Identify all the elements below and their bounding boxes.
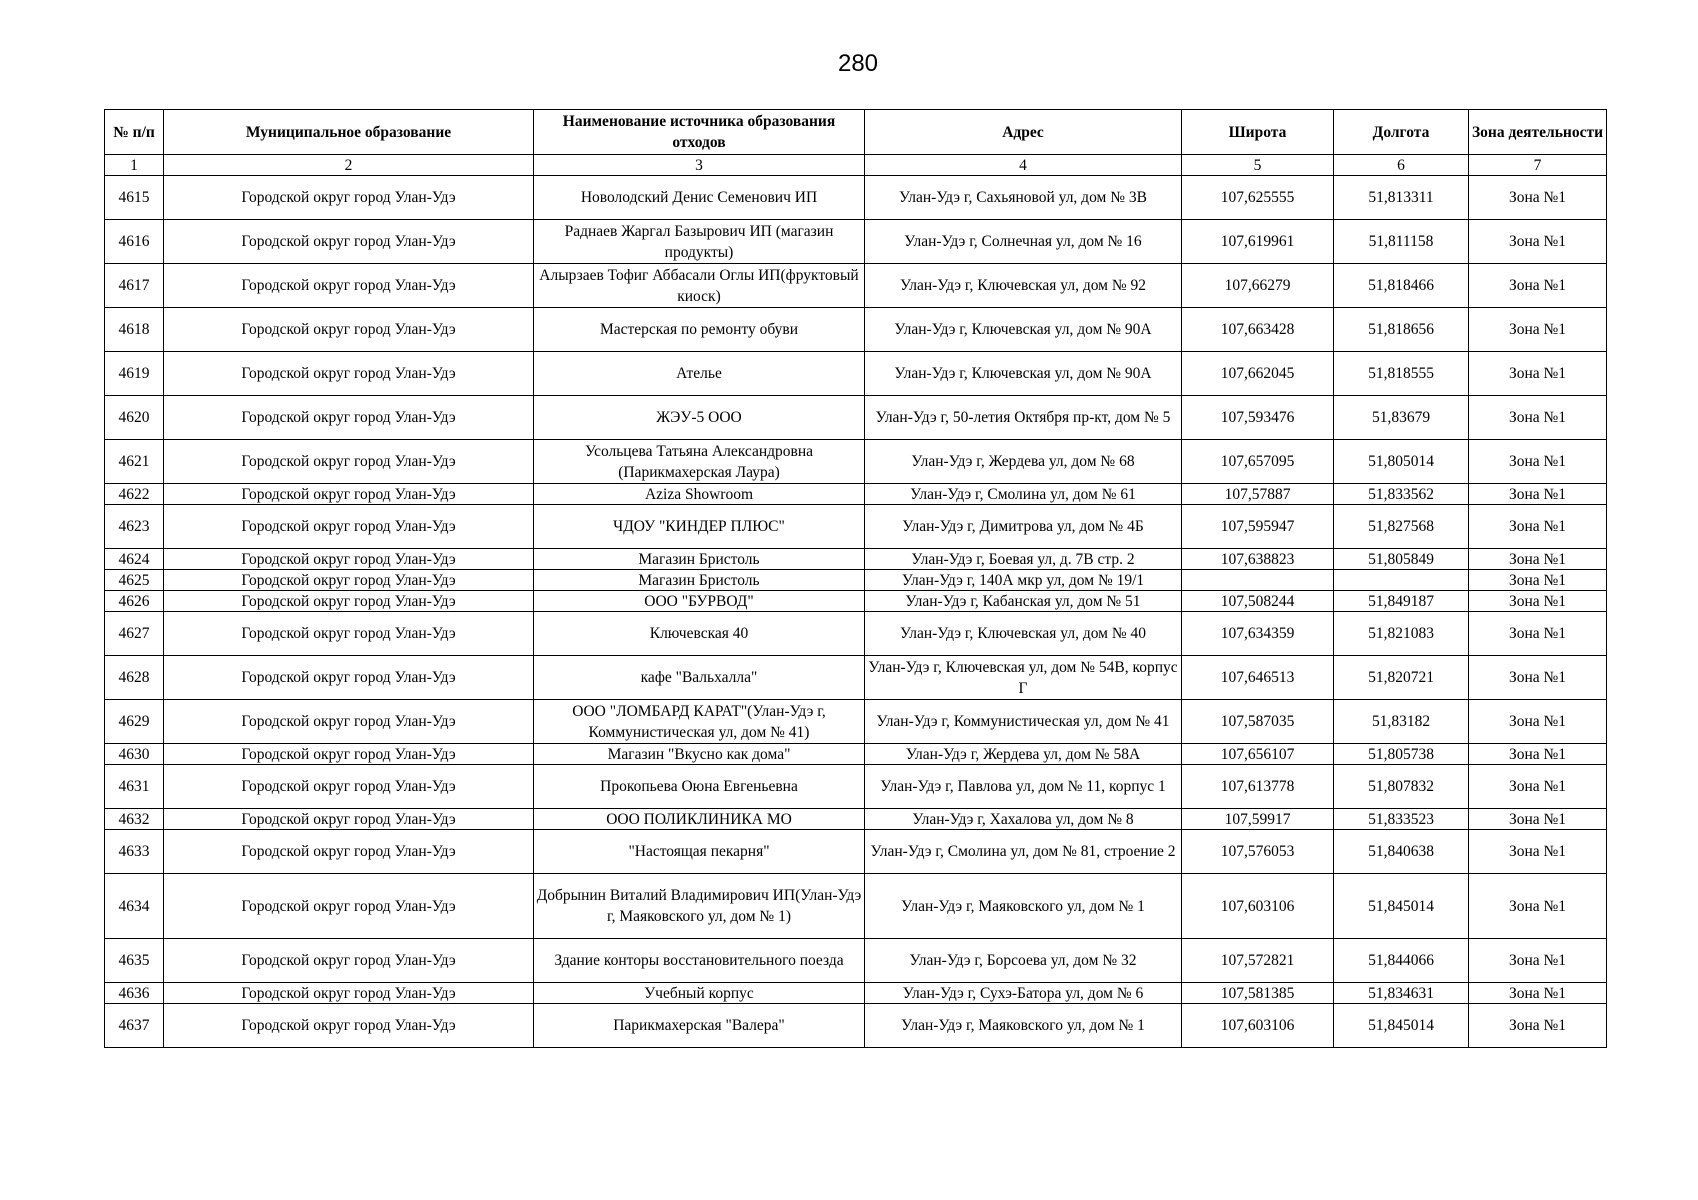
- row-source: Прокопьева Оюна Евгеньевна: [534, 765, 865, 809]
- row-municipality: Городской округ город Улан-Удэ: [164, 809, 534, 830]
- row-lat: 107,57887: [1182, 484, 1334, 505]
- table-row: [105, 440, 1607, 484]
- row-address: Улан-Удэ г, Жердева ул, дом № 68: [865, 440, 1182, 484]
- row-municipality: Городской округ город Улан-Удэ: [164, 396, 534, 440]
- table-row: [105, 939, 1607, 983]
- row-lat: 107,66279: [1182, 264, 1334, 308]
- row-address: Улан-Удэ г, Ключевская ул, дом № 54В, корпус Г: [865, 656, 1182, 700]
- table-row: [105, 396, 1607, 440]
- row-lon: 51,849187: [1334, 591, 1469, 612]
- row-lon: 51,833562: [1334, 484, 1469, 505]
- column-number-row: [105, 155, 1607, 176]
- row-address: Улан-Удэ г, Маяковского ул, дом № 1: [865, 1004, 1182, 1048]
- row-municipality: Городской округ город Улан-Удэ: [164, 939, 534, 983]
- row-municipality: Городской округ город Улан-Удэ: [164, 765, 534, 809]
- row-address: Улан-Удэ г, Димитрова ул, дом № 4Б: [865, 505, 1182, 549]
- row-lat: 107,662045: [1182, 352, 1334, 396]
- row-address: Улан-Удэ г, Жердева ул, дом № 58А: [865, 744, 1182, 765]
- row-zone: Зона №1: [1469, 939, 1607, 983]
- row-source: Магазин Бристоль: [534, 549, 865, 570]
- row-municipality: Городской округ город Улан-Удэ: [164, 591, 534, 612]
- row-address: Улан-Удэ г, 50-летия Октября пр-кт, дом № 5: [865, 396, 1182, 440]
- row-municipality: Городской округ город Улан-Удэ: [164, 220, 534, 264]
- row-address: Улан-Удэ г, Ключевская ул, дом № 90А: [865, 352, 1182, 396]
- table-row: [105, 983, 1607, 1004]
- table-row: [105, 874, 1607, 939]
- row-lat: 107,576053: [1182, 830, 1334, 874]
- row-address: Улан-Удэ г, Ключевская ул, дом № 92: [865, 264, 1182, 308]
- row-source: Раднаев Жаргал Базырович ИП (магазин продукты): [534, 220, 865, 264]
- table-row: [105, 765, 1607, 809]
- row-address: Улан-Удэ г, Маяковского ул, дом № 1: [865, 874, 1182, 939]
- row-num: 4631: [105, 765, 164, 809]
- row-address: Улан-Удэ г, Сухэ-Батора ул, дом № 6: [865, 983, 1182, 1004]
- row-lon: 51,83182: [1334, 700, 1469, 744]
- table-row: [105, 220, 1607, 264]
- header-num: № п/п: [105, 110, 164, 155]
- row-source: Магазин "Вкусно как дома": [534, 744, 865, 765]
- table-row: [105, 484, 1607, 505]
- row-num: 4615: [105, 176, 164, 220]
- row-num: 4633: [105, 830, 164, 874]
- row-lat: 107,634359: [1182, 612, 1334, 656]
- row-zone: Зона №1: [1469, 352, 1607, 396]
- row-num: 4636: [105, 983, 164, 1004]
- row-source: ООО "ЛОМБАРД КАРАТ"(Улан-Удэ г, Коммунистическая ул, дом № 41): [534, 700, 865, 744]
- row-lat: 107,508244: [1182, 591, 1334, 612]
- column-number: 2: [164, 155, 534, 176]
- column-number: 7: [1469, 155, 1607, 176]
- table-row: [105, 744, 1607, 765]
- row-num: 4632: [105, 809, 164, 830]
- row-address: Улан-Удэ г, Ключевская ул, дом № 40: [865, 612, 1182, 656]
- row-source: Парикмахерская "Валера": [534, 1004, 865, 1048]
- row-source: ЧДОУ "КИНДЕР ПЛЮС": [534, 505, 865, 549]
- row-lon: 51,807832: [1334, 765, 1469, 809]
- page-number: 280: [837, 50, 879, 77]
- row-address: Улан-Удэ г, Павлова ул, дом № 11, корпус 1: [865, 765, 1182, 809]
- row-address: Улан-Удэ г, Кабанская ул, дом № 51: [865, 591, 1182, 612]
- row-lat: 107,59917: [1182, 809, 1334, 830]
- row-num: 4616: [105, 220, 164, 264]
- row-address: Улан-Удэ г, 140А мкр ул, дом № 19/1: [865, 570, 1182, 591]
- row-lat: [1182, 570, 1334, 591]
- row-num: 4618: [105, 308, 164, 352]
- row-num: 4629: [105, 700, 164, 744]
- row-num: 4630: [105, 744, 164, 765]
- row-source: ООО ПОЛИКЛИНИКА МО: [534, 809, 865, 830]
- row-municipality: Городской округ город Улан-Удэ: [164, 874, 534, 939]
- row-num: 4624: [105, 549, 164, 570]
- table-row: [105, 591, 1607, 612]
- column-number: 5: [1182, 155, 1334, 176]
- row-lon: 51,813311: [1334, 176, 1469, 220]
- row-municipality: Городской округ город Улан-Удэ: [164, 352, 534, 396]
- header-address: Адрес: [865, 110, 1182, 155]
- row-address: Улан-Удэ г, Смолина ул, дом № 81, строение 2: [865, 830, 1182, 874]
- row-zone: Зона №1: [1469, 220, 1607, 264]
- header-lat: Широта: [1182, 110, 1334, 155]
- row-address: Улан-Удэ г, Смолина ул, дом № 61: [865, 484, 1182, 505]
- column-number: 6: [1334, 155, 1469, 176]
- table-row: [105, 1004, 1607, 1048]
- row-municipality: Городской округ город Улан-Удэ: [164, 612, 534, 656]
- row-source: Новолодский Денис Семенович ИП: [534, 176, 865, 220]
- row-num: 4635: [105, 939, 164, 983]
- row-source: Ателье: [534, 352, 865, 396]
- row-address: Улан-Удэ г, Солнечная ул, дом № 16: [865, 220, 1182, 264]
- row-municipality: Городской округ город Улан-Удэ: [164, 830, 534, 874]
- column-number: 4: [865, 155, 1182, 176]
- row-source: Aziza Showroom: [534, 484, 865, 505]
- row-num: 4619: [105, 352, 164, 396]
- row-zone: Зона №1: [1469, 700, 1607, 744]
- row-lat: 107,595947: [1182, 505, 1334, 549]
- row-lon: 51,821083: [1334, 612, 1469, 656]
- table-row: [105, 176, 1607, 220]
- row-lon: 51,805849: [1334, 549, 1469, 570]
- row-num: 4627: [105, 612, 164, 656]
- row-num: 4626: [105, 591, 164, 612]
- row-lat: 107,613778: [1182, 765, 1334, 809]
- row-num: 4620: [105, 396, 164, 440]
- table-row: [105, 352, 1607, 396]
- row-zone: Зона №1: [1469, 308, 1607, 352]
- row-num: 4623: [105, 505, 164, 549]
- row-lon: 51,811158: [1334, 220, 1469, 264]
- row-lon: 51,833523: [1334, 809, 1469, 830]
- header-row: [105, 110, 1607, 155]
- waste-source-table: [104, 109, 1607, 1048]
- row-zone: Зона №1: [1469, 1004, 1607, 1048]
- column-number: 1: [105, 155, 164, 176]
- row-lat: 107,603106: [1182, 874, 1334, 939]
- header-source: Наименование источника образования отходов: [534, 110, 865, 155]
- row-lat: 107,663428: [1182, 308, 1334, 352]
- row-lon: 51,845014: [1334, 1004, 1469, 1048]
- table-row: [105, 700, 1607, 744]
- row-municipality: Городской округ город Улан-Удэ: [164, 656, 534, 700]
- row-municipality: Городской округ город Улан-Удэ: [164, 308, 534, 352]
- row-num: 4625: [105, 570, 164, 591]
- row-lon: 51,834631: [1334, 983, 1469, 1004]
- row-lat: 107,625555: [1182, 176, 1334, 220]
- table-row: [105, 830, 1607, 874]
- row-num: 4634: [105, 874, 164, 939]
- row-lon: 51,818656: [1334, 308, 1469, 352]
- row-zone: Зона №1: [1469, 505, 1607, 549]
- row-lat: 107,656107: [1182, 744, 1334, 765]
- row-address: Улан-Удэ г, Ключевская ул, дом № 90А: [865, 308, 1182, 352]
- column-number: 3: [534, 155, 865, 176]
- row-zone: Зона №1: [1469, 570, 1607, 591]
- table-row: [105, 264, 1607, 308]
- row-lon: 51,805738: [1334, 744, 1469, 765]
- table-row: [105, 549, 1607, 570]
- row-source: Магазин Бристоль: [534, 570, 865, 591]
- table-row: [105, 505, 1607, 549]
- table-row: [105, 308, 1607, 352]
- row-source: Ключевская 40: [534, 612, 865, 656]
- row-zone: Зона №1: [1469, 983, 1607, 1004]
- row-num: 4628: [105, 656, 164, 700]
- row-zone: Зона №1: [1469, 744, 1607, 765]
- row-zone: Зона №1: [1469, 264, 1607, 308]
- table-row: [105, 570, 1607, 591]
- row-municipality: Городской округ город Улан-Удэ: [164, 264, 534, 308]
- table-row: [105, 809, 1607, 830]
- row-lat: 107,572821: [1182, 939, 1334, 983]
- row-municipality: Городской округ город Улан-Удэ: [164, 440, 534, 484]
- row-lon: 51,845014: [1334, 874, 1469, 939]
- row-address: Улан-Удэ г, Сахьяновой ул, дом № 3В: [865, 176, 1182, 220]
- row-lat: 107,593476: [1182, 396, 1334, 440]
- row-municipality: Городской округ город Улан-Удэ: [164, 505, 534, 549]
- row-num: 4622: [105, 484, 164, 505]
- header-lon: Долгота: [1334, 110, 1469, 155]
- row-zone: Зона №1: [1469, 549, 1607, 570]
- row-lat: 107,646513: [1182, 656, 1334, 700]
- row-municipality: Городской округ город Улан-Удэ: [164, 484, 534, 505]
- row-source: кафе "Вальхалла": [534, 656, 865, 700]
- row-municipality: Городской округ город Улан-Удэ: [164, 700, 534, 744]
- row-zone: Зона №1: [1469, 830, 1607, 874]
- row-lon: 51,844066: [1334, 939, 1469, 983]
- header-zone: Зона деятельности: [1469, 110, 1607, 155]
- row-address: Улан-Удэ г, Хахалова ул, дом № 8: [865, 809, 1182, 830]
- row-source: Мастерская по ремонту обуви: [534, 308, 865, 352]
- table-row: [105, 656, 1607, 700]
- row-address: Улан-Удэ г, Боевая ул, д. 7В стр. 2: [865, 549, 1182, 570]
- row-source: Алырзаев Тофиг Аббасали Оглы ИП(фруктовый киоск): [534, 264, 865, 308]
- row-lat: 107,581385: [1182, 983, 1334, 1004]
- row-lon: 51,827568: [1334, 505, 1469, 549]
- row-address: Улан-Удэ г, Коммунистическая ул, дом № 41: [865, 700, 1182, 744]
- row-zone: Зона №1: [1469, 656, 1607, 700]
- row-lon: 51,818466: [1334, 264, 1469, 308]
- row-lat: 107,603106: [1182, 1004, 1334, 1048]
- row-source: Учебный корпус: [534, 983, 865, 1004]
- row-lat: 107,587035: [1182, 700, 1334, 744]
- row-zone: Зона №1: [1469, 874, 1607, 939]
- row-source: Добрынин Виталий Владимирович ИП(Улан-Удэ г, Маяковского ул, дом № 1): [534, 874, 865, 939]
- row-zone: Зона №1: [1469, 612, 1607, 656]
- row-source: ООО "БУРВОД": [534, 591, 865, 612]
- row-lon: 51,840638: [1334, 830, 1469, 874]
- row-zone: Зона №1: [1469, 765, 1607, 809]
- row-zone: Зона №1: [1469, 176, 1607, 220]
- row-municipality: Городской округ город Улан-Удэ: [164, 1004, 534, 1048]
- header-municipality: Муниципальное образование: [164, 110, 534, 155]
- row-address: Улан-Удэ г, Борсоева ул, дом № 32: [865, 939, 1182, 983]
- row-source: "Настоящая пекарня": [534, 830, 865, 874]
- row-num: 4621: [105, 440, 164, 484]
- row-zone: Зона №1: [1469, 809, 1607, 830]
- row-lon: [1334, 570, 1469, 591]
- row-lon: 51,83679: [1334, 396, 1469, 440]
- row-zone: Зона №1: [1469, 440, 1607, 484]
- row-municipality: Городской округ город Улан-Удэ: [164, 983, 534, 1004]
- row-num: 4617: [105, 264, 164, 308]
- row-zone: Зона №1: [1469, 591, 1607, 612]
- row-municipality: Городской округ город Улан-Удэ: [164, 176, 534, 220]
- row-source: Здание конторы восстановительного поезда: [534, 939, 865, 983]
- row-lat: 107,619961: [1182, 220, 1334, 264]
- row-zone: Зона №1: [1469, 484, 1607, 505]
- row-municipality: Городской округ город Улан-Удэ: [164, 549, 534, 570]
- row-lon: 51,818555: [1334, 352, 1469, 396]
- table-row: [105, 612, 1607, 656]
- row-zone: Зона №1: [1469, 396, 1607, 440]
- row-lon: 51,820721: [1334, 656, 1469, 700]
- row-source: Усольцева Татьяна Александровна (Парикмахерская Лаура): [534, 440, 865, 484]
- row-lon: 51,805014: [1334, 440, 1469, 484]
- row-lat: 107,657095: [1182, 440, 1334, 484]
- row-municipality: Городской округ город Улан-Удэ: [164, 570, 534, 591]
- row-lat: 107,638823: [1182, 549, 1334, 570]
- row-source: ЖЭУ-5 ООО: [534, 396, 865, 440]
- row-municipality: Городской округ город Улан-Удэ: [164, 744, 534, 765]
- row-num: 4637: [105, 1004, 164, 1048]
